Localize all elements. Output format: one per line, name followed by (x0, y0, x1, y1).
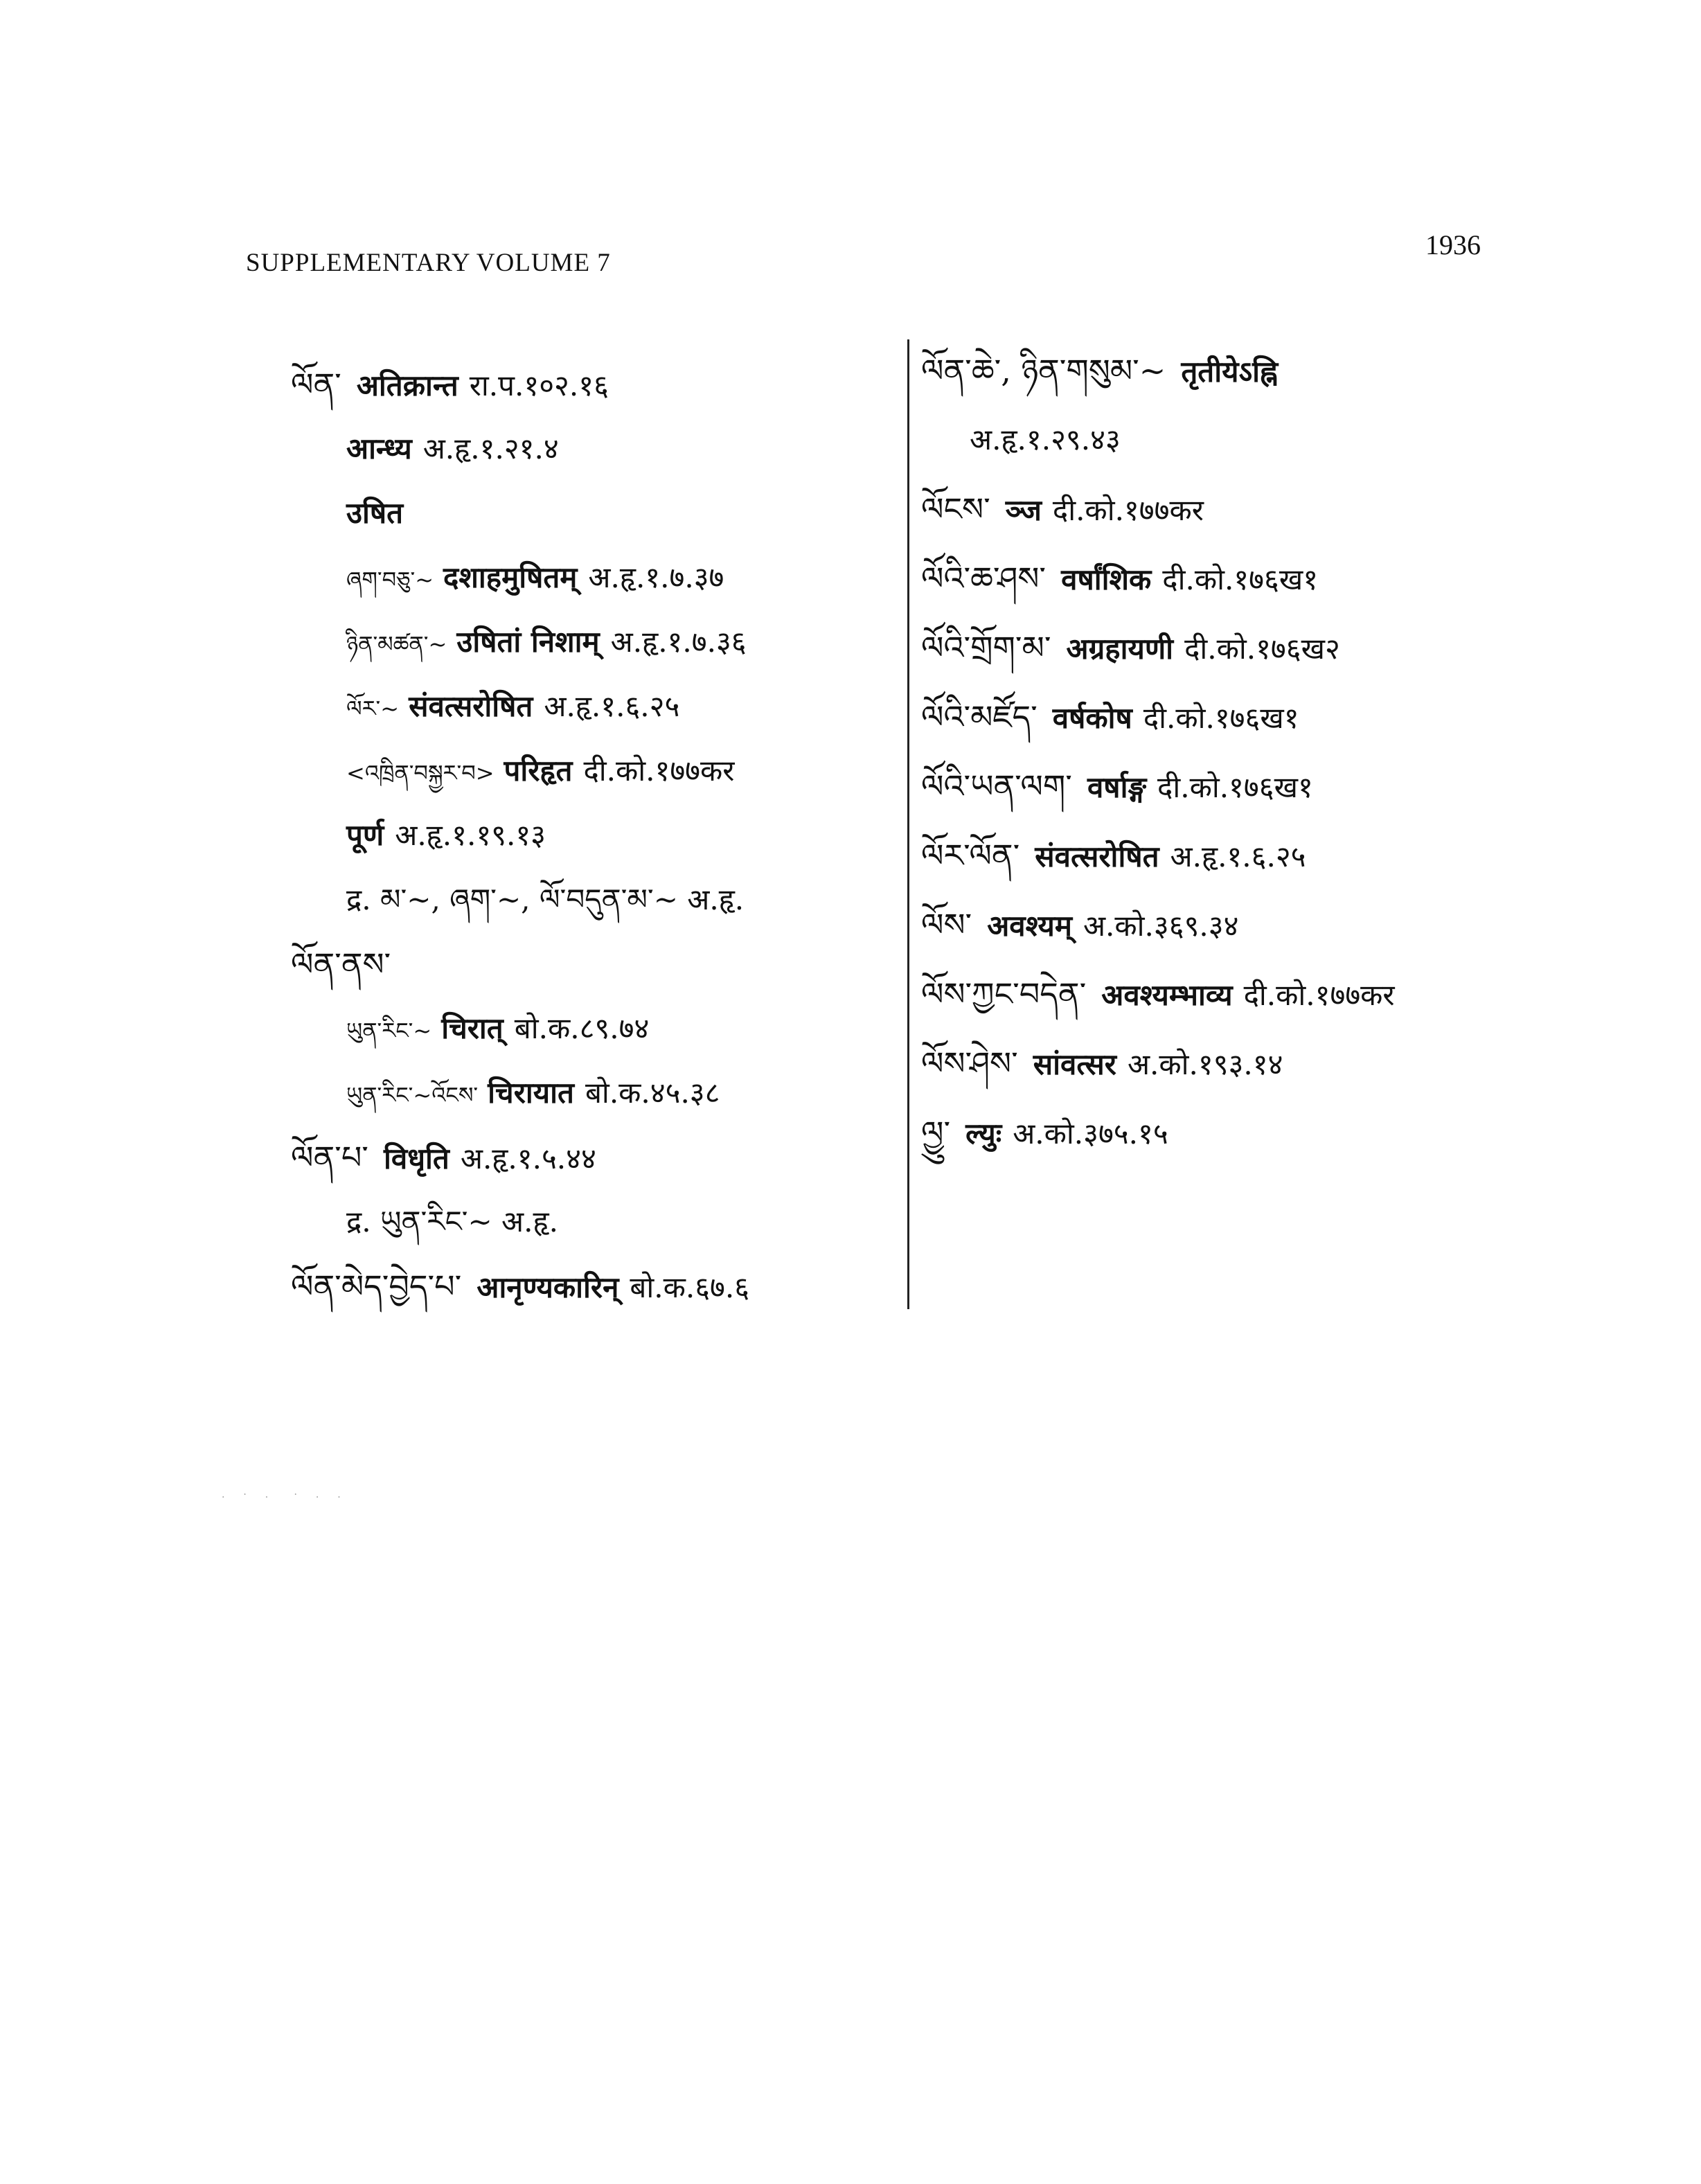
dictionary-entry (346, 1201, 558, 1243)
tibetan-headword: ཡུན་རིང་~འོངས་ (346, 1082, 479, 1108)
tibetan-headword: <འཁྲིན་བསྐྱར་བ> (346, 760, 495, 786)
tibetan-headword: ལོས་ (921, 906, 972, 943)
column-divider (907, 339, 909, 1309)
sanskrit-equivalent: तृतीयेऽह्नि (1181, 355, 1279, 389)
sanskrit-equivalent: अग्रहायणी (1066, 632, 1174, 666)
tibetan-headword: ལོའི་མཛོད་ (921, 698, 1037, 736)
sanskrit-equivalent: परिहृत (504, 754, 573, 788)
dictionary-entry (346, 815, 546, 856)
dictionary-entry (970, 419, 1121, 461)
dictionary-entry (346, 1008, 649, 1049)
source-reference: अ.को.१९३.१४ (1127, 1047, 1283, 1081)
dictionary-entry (921, 696, 1299, 738)
sanskrit-equivalent: आनृण्यकारिन् (477, 1270, 619, 1304)
tibetan-headword: ལོའི་ཆ་ཤས་ (921, 560, 1047, 597)
sanskrit-equivalent: अवश्यम्भाव्य (1101, 978, 1233, 1012)
source-reference: अ.हृ.१.५.४४ (460, 1142, 596, 1175)
tibetan-headword: ཉིན་མཚན་~ (346, 631, 447, 657)
sanskrit-equivalent: संवत्सरोषित (1035, 840, 1159, 873)
tibetan-headword: ལོར་~ (346, 695, 400, 722)
tibetan-headword: ཡུན་རིང་~ (346, 1018, 432, 1044)
sanskrit-equivalent: आन्ध्य (346, 432, 412, 465)
running-header: SUPPLEMENTARY VOLUME 7 (246, 249, 611, 277)
dictionary-entry (291, 364, 609, 405)
dictionary-entry (291, 943, 406, 985)
source-reference: अ.हृ.१.१९.१३ (395, 818, 546, 852)
sanskrit-equivalent: चिरात् (441, 1011, 504, 1045)
source-reference: दी.को.१७७कर (583, 754, 735, 788)
sanskrit-equivalent: वर्षाङ्ग (1087, 770, 1147, 804)
source-reference: अ.हृ.१.६.२५ (1170, 840, 1306, 873)
tibetan-headword: ལོན་ནས་ (291, 945, 391, 983)
source-reference: दी.को.१७६ख१ (1143, 701, 1299, 735)
dictionary-entry (346, 428, 559, 470)
source-reference: अ.हृ.१.२९.४३ (970, 423, 1121, 456)
page-number: 1936 (1425, 229, 1481, 260)
dictionary-entry (346, 1072, 720, 1114)
source-reference: अ.हृ.१.७.३७ (588, 560, 724, 594)
dictionary-entry (346, 621, 747, 663)
sanskrit-equivalent: ञ्ज (1005, 493, 1042, 527)
dictionary-entry (921, 558, 1318, 599)
tibetan-headword: ལོས་ཤེས་ (921, 1045, 1018, 1082)
dictionary-entry (346, 750, 734, 792)
dictionary-entry (346, 879, 744, 921)
sanskrit-equivalent: विधृति (383, 1142, 449, 1175)
tibetan-headword: ལོངས་ (921, 490, 990, 528)
sanskrit-equivalent: वर्षांशिक (1061, 562, 1152, 596)
dictionary-entry (346, 492, 414, 534)
dictionary-entry (346, 686, 679, 727)
source-reference: द्र. ཡུན་རིང་~ अ.हृ. (346, 1205, 558, 1239)
source-reference: बो.क.४५.३८ (585, 1076, 720, 1110)
tibetan-headword: ལོན་པ་ (291, 1139, 368, 1176)
sanskrit-equivalent: उषितां निशाम् (456, 625, 600, 659)
source-reference: दी.को.१७६ख२ (1184, 632, 1340, 666)
tibetan-headword: ལོར་ལོན་ (921, 837, 1020, 874)
tibetan-headword: ལོན་མེད་བྱེད་པ་ (291, 1268, 462, 1305)
scan-speckle: . · . · . . (222, 1489, 345, 1500)
sanskrit-equivalent: ल्युः (965, 1117, 1002, 1151)
dictionary-entry (291, 1137, 596, 1178)
source-reference: बो.क.६७.६ (630, 1270, 750, 1304)
tibetan-headword: ལོའི་གྲོག་མ་ (921, 629, 1051, 666)
tibetan-headword: ཞག་བཅུ་~ (346, 567, 434, 593)
source-reference: अ.को.३७५.१५ (1013, 1117, 1168, 1151)
source-reference: अ.को.३६९.३४ (1083, 909, 1239, 943)
dictionary-entry (921, 904, 1238, 945)
source-reference: दी.को.१७६ख१ (1157, 770, 1313, 804)
dictionary-entry (921, 765, 1313, 807)
tibetan-headword: ལོན་ (291, 366, 341, 403)
dictionary-entry (921, 1042, 1283, 1084)
source-reference: दी.को.१७६ख१ (1162, 562, 1319, 596)
dictionary-entry (921, 350, 1289, 391)
dictionary-entry (291, 1266, 749, 1307)
sanskrit-equivalent: पूर्ण (346, 818, 384, 852)
tibetan-headword: ལོའི་ཡན་ལག་ (921, 767, 1072, 805)
dictionary-entry (921, 627, 1340, 668)
sanskrit-equivalent: सांवत्सर (1033, 1047, 1116, 1081)
source-reference: दी.को.१७७कर (1052, 493, 1204, 527)
source-reference: अ.हृ.१.२१.४ (422, 432, 559, 465)
source-reference: द्र. མ་~, ཞག་~, ལོ་བདུན་མ་~ अ.हृ. (346, 882, 745, 916)
sanskrit-equivalent: वर्षकोष (1052, 701, 1132, 735)
sanskrit-equivalent: उषित (346, 496, 404, 530)
sanskrit-equivalent: दशाहमुषितम् (443, 560, 578, 594)
dictionary-entry (921, 488, 1204, 530)
source-reference: दी.को.१७७कर (1243, 978, 1395, 1012)
source-reference: बो.क.८९.७४ (514, 1011, 650, 1045)
dictionary-entry (921, 973, 1395, 1015)
source-reference: अ.हृ.१.७.३६ (610, 625, 747, 659)
dictionary-entry (921, 835, 1306, 876)
sanskrit-equivalent: संवत्सरोषित (409, 689, 533, 723)
sanskrit-equivalent: अवश्यम् (987, 909, 1072, 943)
tibetan-headword: ལོན་ཆེ་, ཉིན་གསུམ་~ (921, 352, 1166, 389)
source-reference: रा.प.१०२.१६ (469, 369, 609, 402)
dictionary-entry (346, 557, 724, 598)
tibetan-headword: ལྱུ་ (921, 1114, 951, 1151)
tibetan-headword: ལོས་ཀྱང་བདེན་ (921, 975, 1087, 1013)
sanskrit-equivalent: अतिक्रान्त (356, 369, 458, 402)
source-reference: अ.हृ.१.६.२५ (544, 689, 680, 723)
sanskrit-equivalent: चिरायात (488, 1076, 574, 1110)
dictionary-entry (921, 1112, 1168, 1153)
